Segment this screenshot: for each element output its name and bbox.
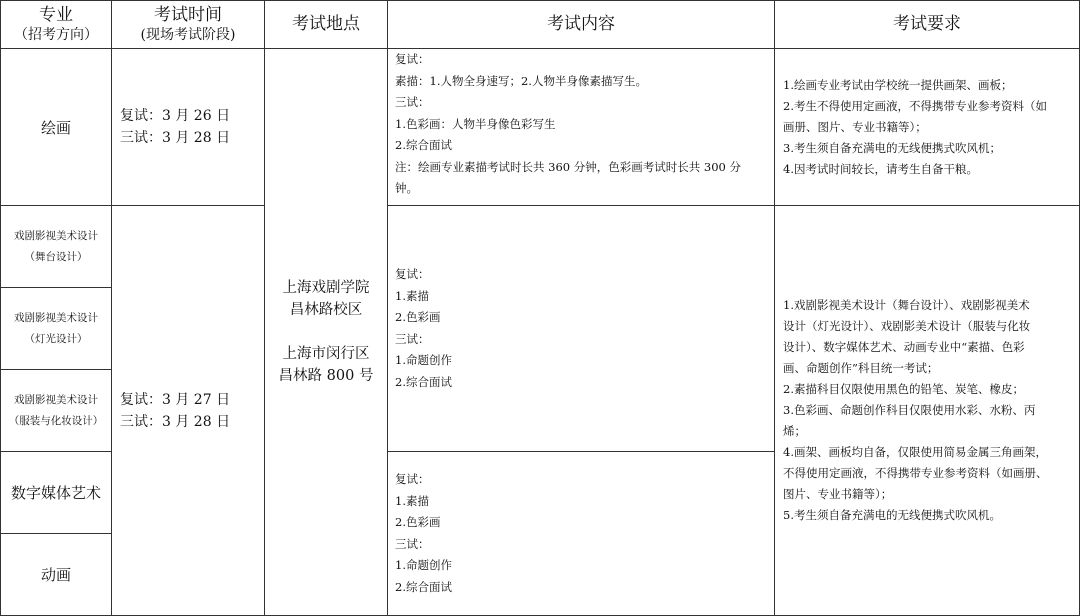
requirements-others-line: 烯； [783,424,806,438]
content-painting [387,48,775,206]
requirements-others-line: 1.戏剧影视美术设计（舞台设计）、戏剧影视美术 [783,298,1030,312]
time-painting-third: 三试：3 月 28 日 [120,130,231,146]
requirements-painting-line: 1.绘画专业考试由学校统一提供画架、画板； [783,77,1013,92]
content-design-line: 2.综合面试 [395,374,452,389]
content-design-line: 2.色彩画 [395,310,441,324]
major-lighting-line2: （灯光设计） [24,332,88,345]
location-line1: 上海戏剧学院 [282,280,370,296]
major-lighting-line1: 戏剧影视美术设计 [14,311,98,324]
requirements-others-line: 图片、专业书籍等）； [783,487,893,501]
major-lighting-design [0,287,112,370]
header-location-label: 考试地点 [292,14,360,34]
requirements-others-line: 不得使用定画液，不得携带专业参考资料（如画册、 [783,466,1048,480]
content-media-line: 1.命题创作 [395,558,452,572]
content-painting-line: 2.综合面试 [395,138,452,152]
header-time-sub: (现场考试阶段) [140,27,236,43]
content-media-line: 2.色彩画 [395,515,441,529]
time-others-retest: 复试：3 月 27 日 [120,391,231,408]
location-line2: 昌林路校区 [289,302,363,318]
header-requirements [774,0,1080,49]
time-painting-retest: 复试：3 月 26 日 [120,108,231,124]
header-time-label: 考试时间 [154,5,222,25]
content-media-line: 1.素描 [395,493,429,508]
header-time [111,0,265,49]
header-location [264,0,388,49]
major-costume-design [0,369,112,452]
requirements-painting-line: 3.考生须自备充满电的无线便携式吹风机； [783,140,1001,155]
content-painting-line: 复试： [395,52,430,66]
requirements-others-line: 设计）、数字媒体艺术、动画专业中“素描、色彩 [783,340,1025,354]
location-cell [264,48,388,616]
header-major-label: 专业 [39,5,73,25]
content-design [387,205,775,452]
major-painting-label: 绘画 [40,118,71,137]
major-digital-media [0,451,112,534]
major-costume-line2: （服装与化妆设计） [8,414,104,427]
content-painting-line: 三试： [395,95,430,109]
content-painting-line: 素描：1.人物全身速写；2.人物半身像素描写生。 [395,73,647,88]
content-media-line: 三试： [395,536,430,551]
header-requirements-label: 考试要求 [893,14,961,34]
time-others-third: 三试：3 月 28 日 [120,413,231,430]
requirements-painting-line: 4.因考试时间较长，请考生自备干粮。 [783,161,978,176]
major-stage-line1: 戏剧影视美术设计 [14,229,98,242]
major-digital-label: 数字媒体艺术 [10,484,101,502]
content-media-line: 2.综合面试 [395,579,452,594]
major-animation-label: 动画 [40,566,71,584]
requirements-painting [774,48,1080,206]
header-major-sub: （招考方向） [14,27,98,43]
content-painting-line: 1.色彩画：人物半身像色彩写生 [395,116,556,131]
content-media-line: 复试： [395,472,430,486]
header-content [387,0,775,49]
requirements-others-line: 3.色彩画、命题创作科目仅限使用水彩、水粉、丙 [783,403,1036,417]
major-animation [0,533,112,616]
location-line4: 昌林路 800 号 [278,368,374,384]
content-design-line: 1.素描 [395,288,429,303]
requirements-others-line: 2.素描科目仅限使用黑色的铅笔、炭笔、橡皮； [783,382,1024,396]
content-design-line: 三试： [395,331,430,346]
major-stage-design [0,205,112,288]
major-costume-line1: 戏剧影视美术设计 [14,393,98,406]
major-painting [0,48,112,206]
major-stage-line2: （舞台设计） [24,250,88,263]
requirements-others-line: 画、命题创作”科目统一考试； [783,361,939,375]
time-painting [111,48,265,206]
header-major [0,0,112,49]
content-painting-line: 钟。 [395,181,418,195]
time-others [111,205,265,616]
location-line3: 上海市闵行区 [282,346,370,362]
content-painting-line: 注：绘画专业素描考试时长共 360 分钟，色彩画考试时长共 300 分 [395,159,742,174]
header-content-label: 考试内容 [547,14,615,34]
requirements-others-line: 5.考生须自备充满电的无线便携式吹风机。 [783,508,1001,522]
requirements-others [774,205,1080,616]
content-media [387,451,775,616]
requirements-others-line: 4.画架、画板均自备，仅限使用简易金属三角画架， [783,445,1047,459]
requirements-painting-line: 画册、图片、专业书籍等）； [783,119,927,134]
content-design-line: 复试： [395,267,430,281]
requirements-others-line: 设计（灯光设计）、戏剧影美术设计（服装与化妆 [783,319,1031,333]
requirements-painting-line: 2.考生不得使用定画液，不得携带专业参考资料（如 [783,98,1047,113]
content-design-line: 1.命题创作 [395,353,452,367]
